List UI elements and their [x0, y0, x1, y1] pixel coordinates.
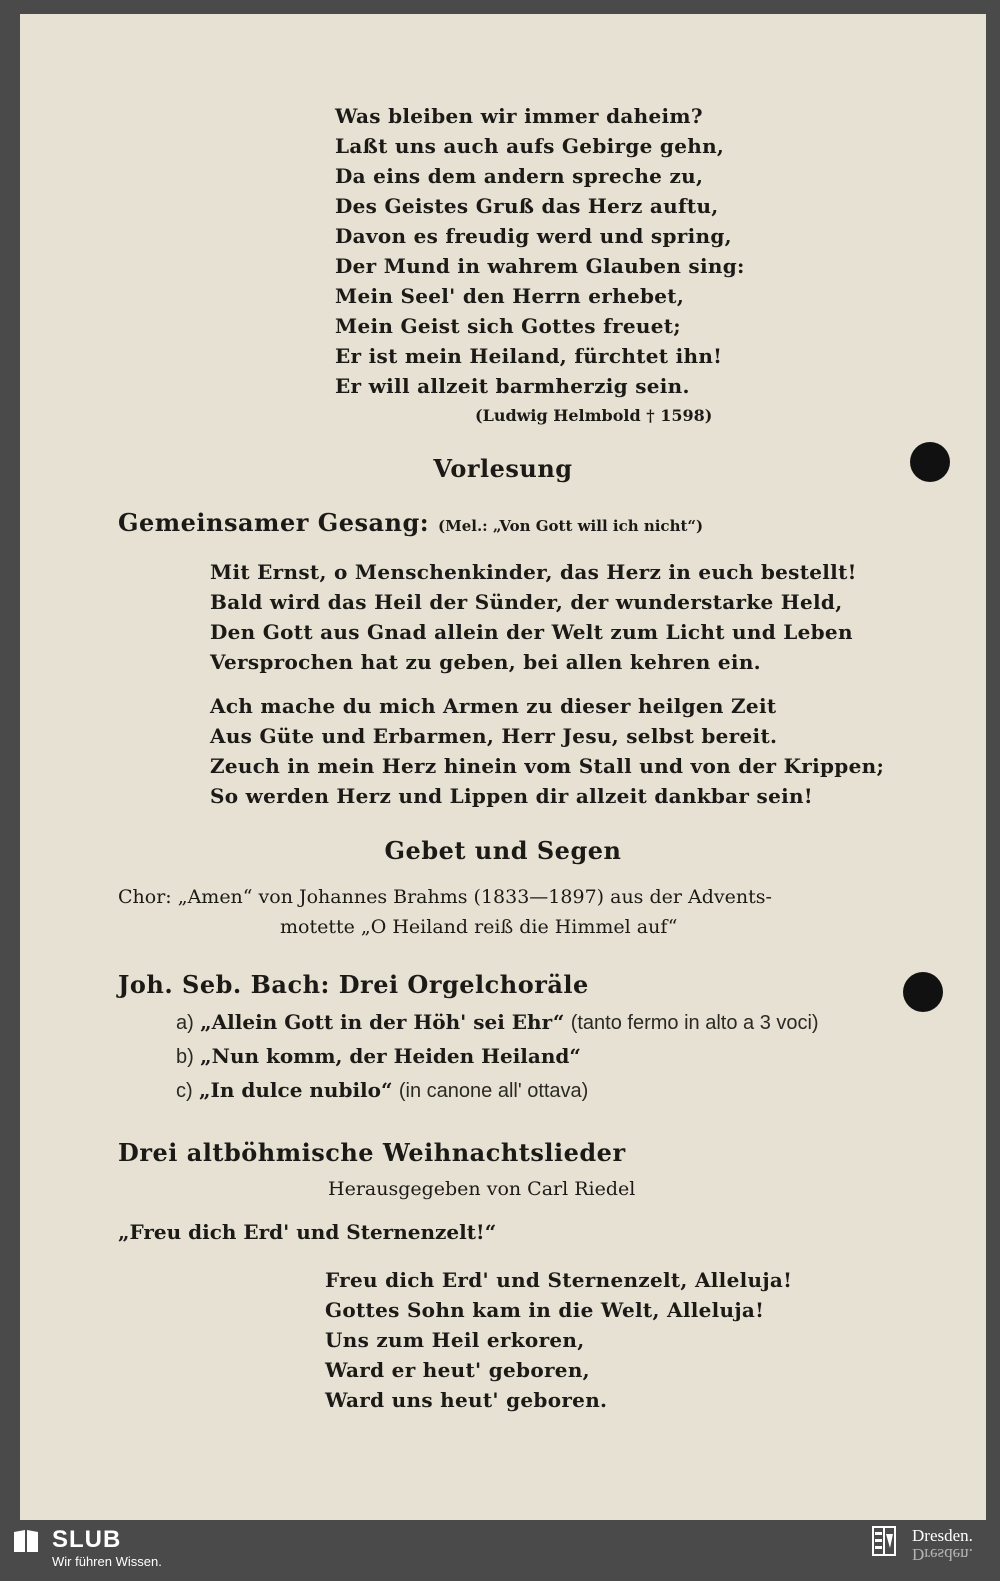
dresden-logo[interactable]: Dresden. [912, 1526, 973, 1545]
document-page [20, 14, 986, 1520]
section-heading-gesang [118, 508, 703, 537]
poem-line: Er will allzeit barmherzig sein. [335, 374, 690, 398]
section-heading-vorlesung: Vorlesung [433, 454, 573, 483]
verse-line: Mit Ernst, o Menschenkinder, das Herz in euch bestellt! [210, 560, 857, 584]
verse-line: Versprochen hat zu geben, bei allen kehren ein. [210, 650, 761, 674]
verse-line: Den Gott aus Gnad allein der Welt zum Licht und Leben [210, 620, 853, 644]
verse-line: Ward uns heut' geboren. [325, 1388, 608, 1412]
chor-line-1: Chor: „Amen“ von Johannes Brahms (1833—1897) aus der Advents- [118, 886, 772, 908]
lieder-subtitle: Herausgegeben von Carl Riedel [328, 1178, 636, 1200]
poem-line: Mein Geist sich Gottes freuet; [335, 314, 681, 338]
punch-hole-bottom [903, 972, 943, 1012]
item-label: b) [176, 1046, 194, 1068]
footer-bar [0, 1520, 1000, 1581]
bach-item-a [176, 1010, 819, 1035]
bach-item-b [176, 1044, 581, 1069]
verse-line: So werden Herz und Lippen dir allzeit dankbar sein! [210, 784, 813, 808]
dresden-logo-reflection: Dresden. [912, 1545, 973, 1564]
song-title: „Freu dich Erd' und Sternenzelt!“ [118, 1220, 497, 1244]
poem-line: Er ist mein Heiland, fürchtet ihn! [335, 344, 723, 368]
bach-item-c [176, 1078, 588, 1103]
poem-line: Laßt uns auch aufs Gebirge gehn, [335, 134, 725, 158]
verse-line: Ach mache du mich Armen zu dieser heilgen Zeit [210, 694, 777, 718]
poem-attribution: (Ludwig Helmbold † 1598) [475, 406, 713, 425]
section-heading-gebet: Gebet und Segen [384, 836, 622, 865]
item-note: (in canone all' ottava) [398, 1080, 589, 1102]
dresden-crest-icon [872, 1526, 896, 1556]
poem-line: Da eins dem andern spreche zu, [335, 164, 704, 188]
poem-line: Des Geistes Gruß das Herz auftu, [335, 194, 719, 218]
verse-line: Freu dich Erd' und Sternenzelt, Alleluja! [325, 1268, 793, 1292]
item-label: c) [176, 1080, 193, 1102]
verse-line: Gottes Sohn kam in die Welt, Alleluja! [325, 1298, 765, 1322]
poem-line: Was bleiben wir immer daheim? [335, 104, 703, 128]
item-title: „In dulce nubilo“ [199, 1078, 393, 1102]
poem-line: Mein Seel' den Herrn erhebet, [335, 284, 685, 308]
poem-line: Der Mund in wahrem Glauben sing: [335, 254, 745, 278]
slub-logo[interactable]: SLUB [52, 1526, 122, 1553]
slub-tagline: Wir führen Wissen. [52, 1554, 162, 1569]
section-heading-lieder: Drei altböhmische Weihnachtslieder [118, 1138, 626, 1167]
section-heading-bach: Joh. Seb. Bach: Drei Orgelchoräle [118, 970, 589, 999]
poem-line: Davon es freudig werd und spring, [335, 224, 732, 248]
item-label: a) [176, 1012, 194, 1034]
verse-line: Ward er heut' geboren, [325, 1358, 590, 1382]
verse-line: Aus Güte und Erbarmen, Herr Jesu, selbst bereit. [210, 724, 778, 748]
item-title: „Allein Gott in der Höh' sei Ehr“ [200, 1010, 565, 1034]
verse-line: Zeuch in mein Herz hinein vom Stall und von der Krippen; [210, 754, 885, 778]
verse-line: Bald wird das Heil der Sünder, der wunderstarke Held, [210, 590, 843, 614]
item-note: (tanto fermo in alto a 3 voci) [570, 1012, 819, 1034]
gesang-title: Gemeinsamer Gesang: [118, 508, 430, 537]
book-icon [12, 1528, 40, 1554]
verse-line: Uns zum Heil erkoren, [325, 1328, 585, 1352]
item-title: „Nun komm, der Heiden Heiland“ [200, 1044, 581, 1068]
gesang-melody: (Mel.: „Von Gott will ich nicht“) [438, 517, 704, 535]
chor-line-2: motette „O Heiland reiß die Himmel auf“ [280, 916, 678, 938]
